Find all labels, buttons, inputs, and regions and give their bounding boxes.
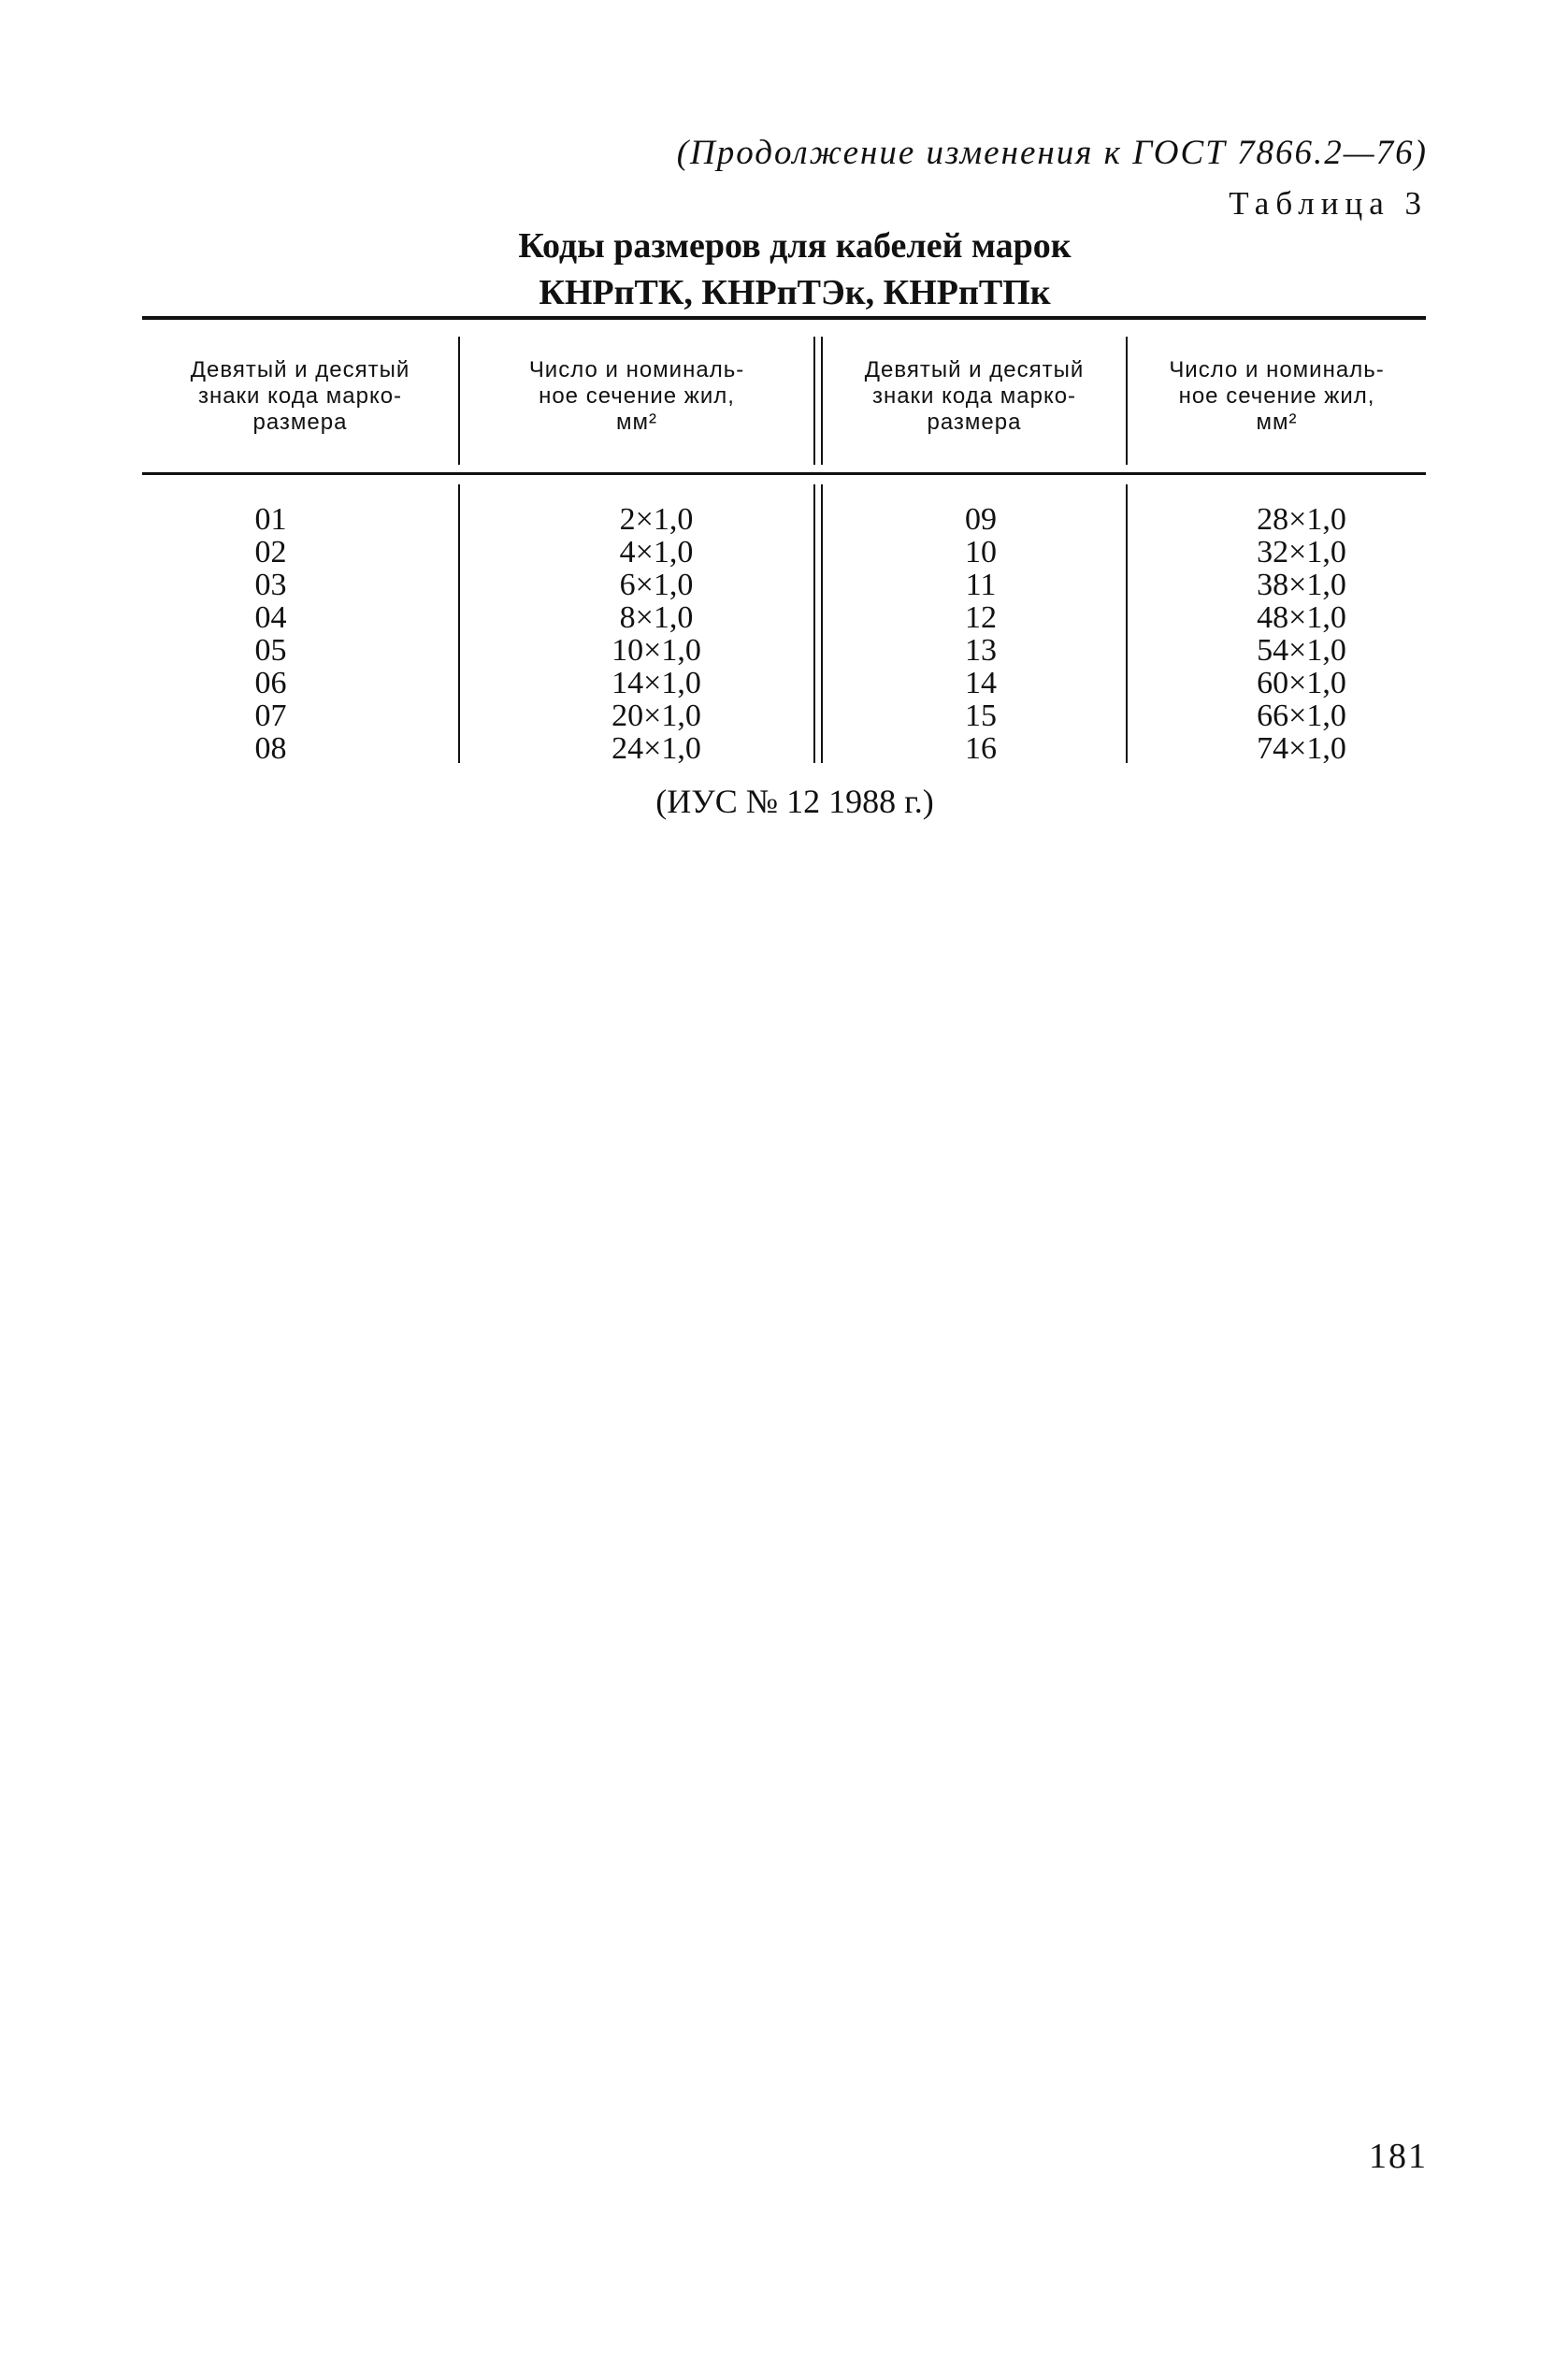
table-cell: 20×1,0 — [611, 699, 701, 733]
table-cell: 8×1,0 — [619, 600, 694, 635]
table-cell: 2×1,0 — [619, 502, 694, 537]
table-cell: 12 — [965, 600, 997, 635]
table-cell: 03 — [254, 568, 287, 602]
table-cell: 04 — [254, 600, 287, 635]
codes-table — [142, 316, 1426, 772]
column-divider — [1126, 484, 1128, 763]
column-codes-right — [881, 503, 1081, 765]
table-cell: 08 — [254, 731, 287, 766]
table-cell: 14×1,0 — [611, 666, 701, 700]
column-header-code: Девятый и десятый знаки кода марко- размера — [864, 357, 1085, 435]
table-cell: 11 — [965, 568, 997, 602]
table-cell: 66×1,0 — [1257, 699, 1346, 733]
column-sizes-left — [516, 503, 797, 765]
column-header-code: Девятый и десятый знаки кода марко- размера — [190, 357, 410, 435]
table-cell: 54×1,0 — [1257, 633, 1346, 668]
table-cell: 6×1,0 — [619, 568, 694, 602]
table-cell: 10 — [965, 535, 997, 569]
header-bottom-rule — [142, 472, 1426, 475]
table-cell: 09 — [965, 502, 997, 537]
column-divider-double — [813, 484, 815, 763]
table-cell: 14 — [965, 666, 997, 700]
column-divider — [458, 484, 460, 763]
table-cell: 15 — [965, 699, 997, 733]
source-note: (ИУС № 12 1988 г.) — [655, 783, 934, 820]
table-cell: 16 — [965, 731, 997, 766]
table-title — [281, 223, 1309, 316]
table-cell: 38×1,0 — [1257, 568, 1346, 602]
table-title-line-2: КНРпТК, КНРпТЭк, КНРпТПк — [539, 273, 1051, 312]
continuation-note: (Продолжение изменения к ГОСТ 7866.2—76) — [676, 134, 1428, 172]
table-cell: 06 — [254, 666, 287, 700]
column-divider-double — [813, 337, 815, 465]
table-top-rule — [142, 316, 1426, 320]
column-header-size: Число и номиналь- ное сечение жил, мм² — [528, 357, 745, 435]
column-divider-double — [821, 484, 823, 763]
table-cell: 13 — [965, 633, 997, 668]
page-number: 181 — [1369, 2137, 1428, 2176]
table-cell: 48×1,0 — [1257, 600, 1346, 635]
table-cell: 74×1,0 — [1257, 731, 1346, 766]
column-header-size: Число и номиналь- ное сечение жил, мм² — [1169, 357, 1385, 435]
table-cell: 07 — [254, 699, 287, 733]
table-title-line-1: Коды размеров для кабелей марок — [518, 226, 1072, 266]
table-cell: 32×1,0 — [1257, 535, 1346, 569]
table-cell: 4×1,0 — [619, 535, 694, 569]
table-cell: 60×1,0 — [1257, 666, 1346, 700]
column-sizes-right — [1161, 503, 1442, 765]
table-cell: 05 — [254, 633, 287, 668]
table-cell: 28×1,0 — [1257, 502, 1346, 537]
table-cell: 02 — [254, 535, 287, 569]
table-cell: 24×1,0 — [611, 731, 701, 766]
column-codes-left — [142, 503, 399, 765]
table-number: Таблица 3 — [1229, 185, 1428, 222]
table-cell: 10×1,0 — [611, 633, 701, 668]
table-cell: 01 — [254, 502, 287, 537]
